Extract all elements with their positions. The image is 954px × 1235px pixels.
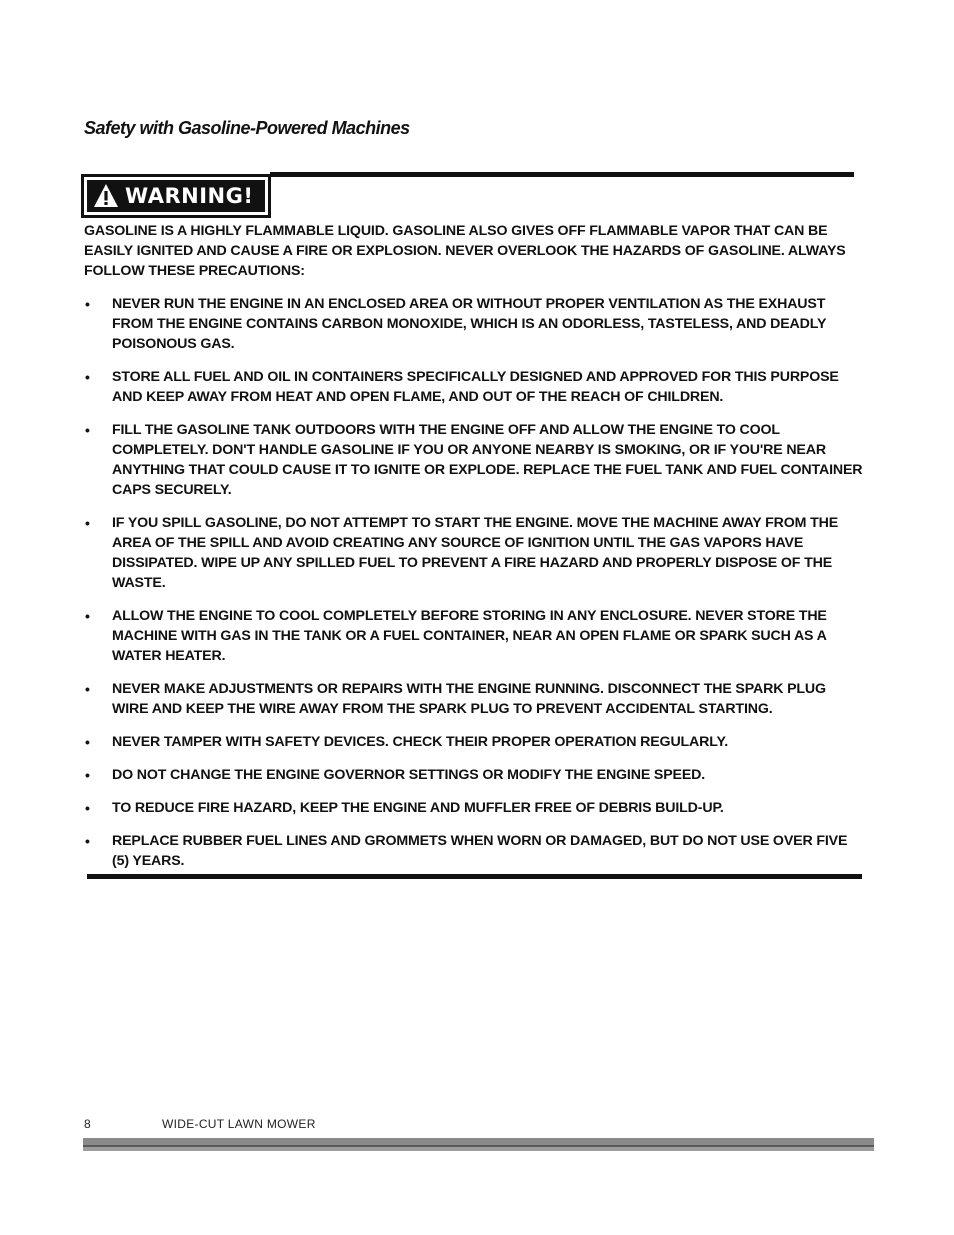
footer-bar xyxy=(83,1138,874,1151)
warning-top-rule xyxy=(270,172,854,177)
precaution-item xyxy=(84,798,864,818)
precaution-item xyxy=(84,420,864,500)
warning-label: WARNING! xyxy=(125,184,254,208)
precaution-text: NEVER TAMPER WITH SAFETY DEVICES. CHECK THEIR PROPER OPERATION REGULARLY. xyxy=(112,734,728,750)
bullet-icon: • xyxy=(85,422,90,438)
precaution-text: REPLACE RUBBER FUEL LINES AND GROMMETS WHEN WORN OR DAMAGED, BUT DO NOT USE OVER FIVE (5) YEARS. xyxy=(112,833,848,869)
precaution-text: DO NOT CHANGE THE ENGINE GOVERNOR SETTINGS OR MODIFY THE ENGINE SPEED. xyxy=(112,767,706,783)
precaution-item xyxy=(84,679,864,719)
bullet-icon: • xyxy=(85,608,90,624)
bullet-icon: • xyxy=(85,800,90,816)
precaution-text: IF YOU SPILL GASOLINE, DO NOT ATTEMPT TO START THE ENGINE. MOVE THE MACHINE AWAY FROM THE AREA OF THE SPILL AND AVOID CREATING ANY SOURCE OF IGNITION UNTIL THE GAS VAPORS HAVE DISSIPATED. WIPE UP ANY SPILLED FUEL TO PREVENT A FIRE HAZARD AND PROPERLY DISPOSE OF THE WASTE. xyxy=(112,515,839,591)
warning-bottom-rule xyxy=(87,874,862,879)
warning-badge xyxy=(81,174,271,218)
precaution-text: NEVER MAKE ADJUSTMENTS OR REPAIRS WITH THE ENGINE RUNNING. DISCONNECT THE SPARK PLUG WIRE AND KEEP THE WIRE AWAY FROM THE SPARK PLUG TO PREVENT ACCIDENTAL STARTING. xyxy=(112,681,826,717)
warning-intro: GASOLINE IS A HIGHLY FLAMMABLE LIQUID. GASOLINE ALSO GIVES OFF FLAMMABLE VAPOR THAT CAN BE EASILY IGNITED AND CAUSE A FIRE OR EXPLOSION. NEVER OVERLOOK THE HAZARDS OF GASOLINE. ALWAYS FOLLOW THESE PRECAUTIONS: xyxy=(84,223,846,279)
precaution-text: TO REDUCE FIRE HAZARD, KEEP THE ENGINE AND MUFFLER FREE OF DEBRIS BUILD-UP. xyxy=(112,800,724,816)
bullet-icon: • xyxy=(85,369,90,385)
bullet-icon: • xyxy=(85,515,90,531)
bullet-icon: • xyxy=(85,833,90,849)
footer-document-title: WIDE-CUT LAWN MOWER xyxy=(162,1117,316,1131)
precaution-text: ALLOW THE ENGINE TO COOL COMPLETELY BEFORE STORING IN ANY ENCLOSURE. NEVER STORE THE MACHINE WITH GAS IN THE TANK OR A FUEL CONTAINER, NEAR AN OPEN FLAME OR SPARK SUCH AS A WATER HEATER. xyxy=(112,608,827,664)
warning-badge-inner xyxy=(87,180,265,212)
precaution-item xyxy=(84,606,864,666)
precaution-item xyxy=(84,831,864,871)
precaution-item xyxy=(84,732,864,752)
bullet-icon: • xyxy=(85,296,90,312)
precaution-item xyxy=(84,294,864,354)
precaution-text: FILL THE GASOLINE TANK OUTDOORS WITH THE ENGINE OFF AND ALLOW THE ENGINE TO COOL COMPLETELY. DON'T HANDLE GASOLINE IF YOU OR ANYONE NEARBY IS SMOKING, OR IF YOU'RE NEAR ANYTHING THAT COULD CAUSE IT TO IGNITE OR EXPLODE. REPLACE THE FUEL TANK AND FUEL CONTAINER CAPS SECURELY. xyxy=(112,422,863,498)
page-number: 8 xyxy=(84,1117,91,1131)
precaution-text: NEVER RUN THE ENGINE IN AN ENCLOSED AREA OR WITHOUT PROPER VENTILATION AS THE EXHAUST FROM THE ENGINE CONTAINS CARBON MONOXIDE, WHICH IS AN ODORLESS, TASTELESS, AND DEADLY POISONOUS GAS. xyxy=(112,296,827,352)
bullet-icon: • xyxy=(85,767,90,783)
precaution-item xyxy=(84,513,864,593)
precaution-item xyxy=(84,765,864,785)
bullet-icon: • xyxy=(85,681,90,697)
warning-triangle-icon xyxy=(93,183,119,209)
section-title: Safety with Gasoline-Powered Machines xyxy=(84,118,410,138)
bullet-icon: • xyxy=(85,734,90,750)
precaution-text: STORE ALL FUEL AND OIL IN CONTAINERS SPECIFICALLY DESIGNED AND APPROVED FOR THIS PURPOSE AND KEEP AWAY FROM HEAT AND OPEN FLAME, AND OUT OF THE REACH OF CHILDREN. xyxy=(112,369,839,405)
warning-body xyxy=(84,221,864,884)
precaution-list xyxy=(84,294,864,871)
precaution-item xyxy=(84,367,864,407)
